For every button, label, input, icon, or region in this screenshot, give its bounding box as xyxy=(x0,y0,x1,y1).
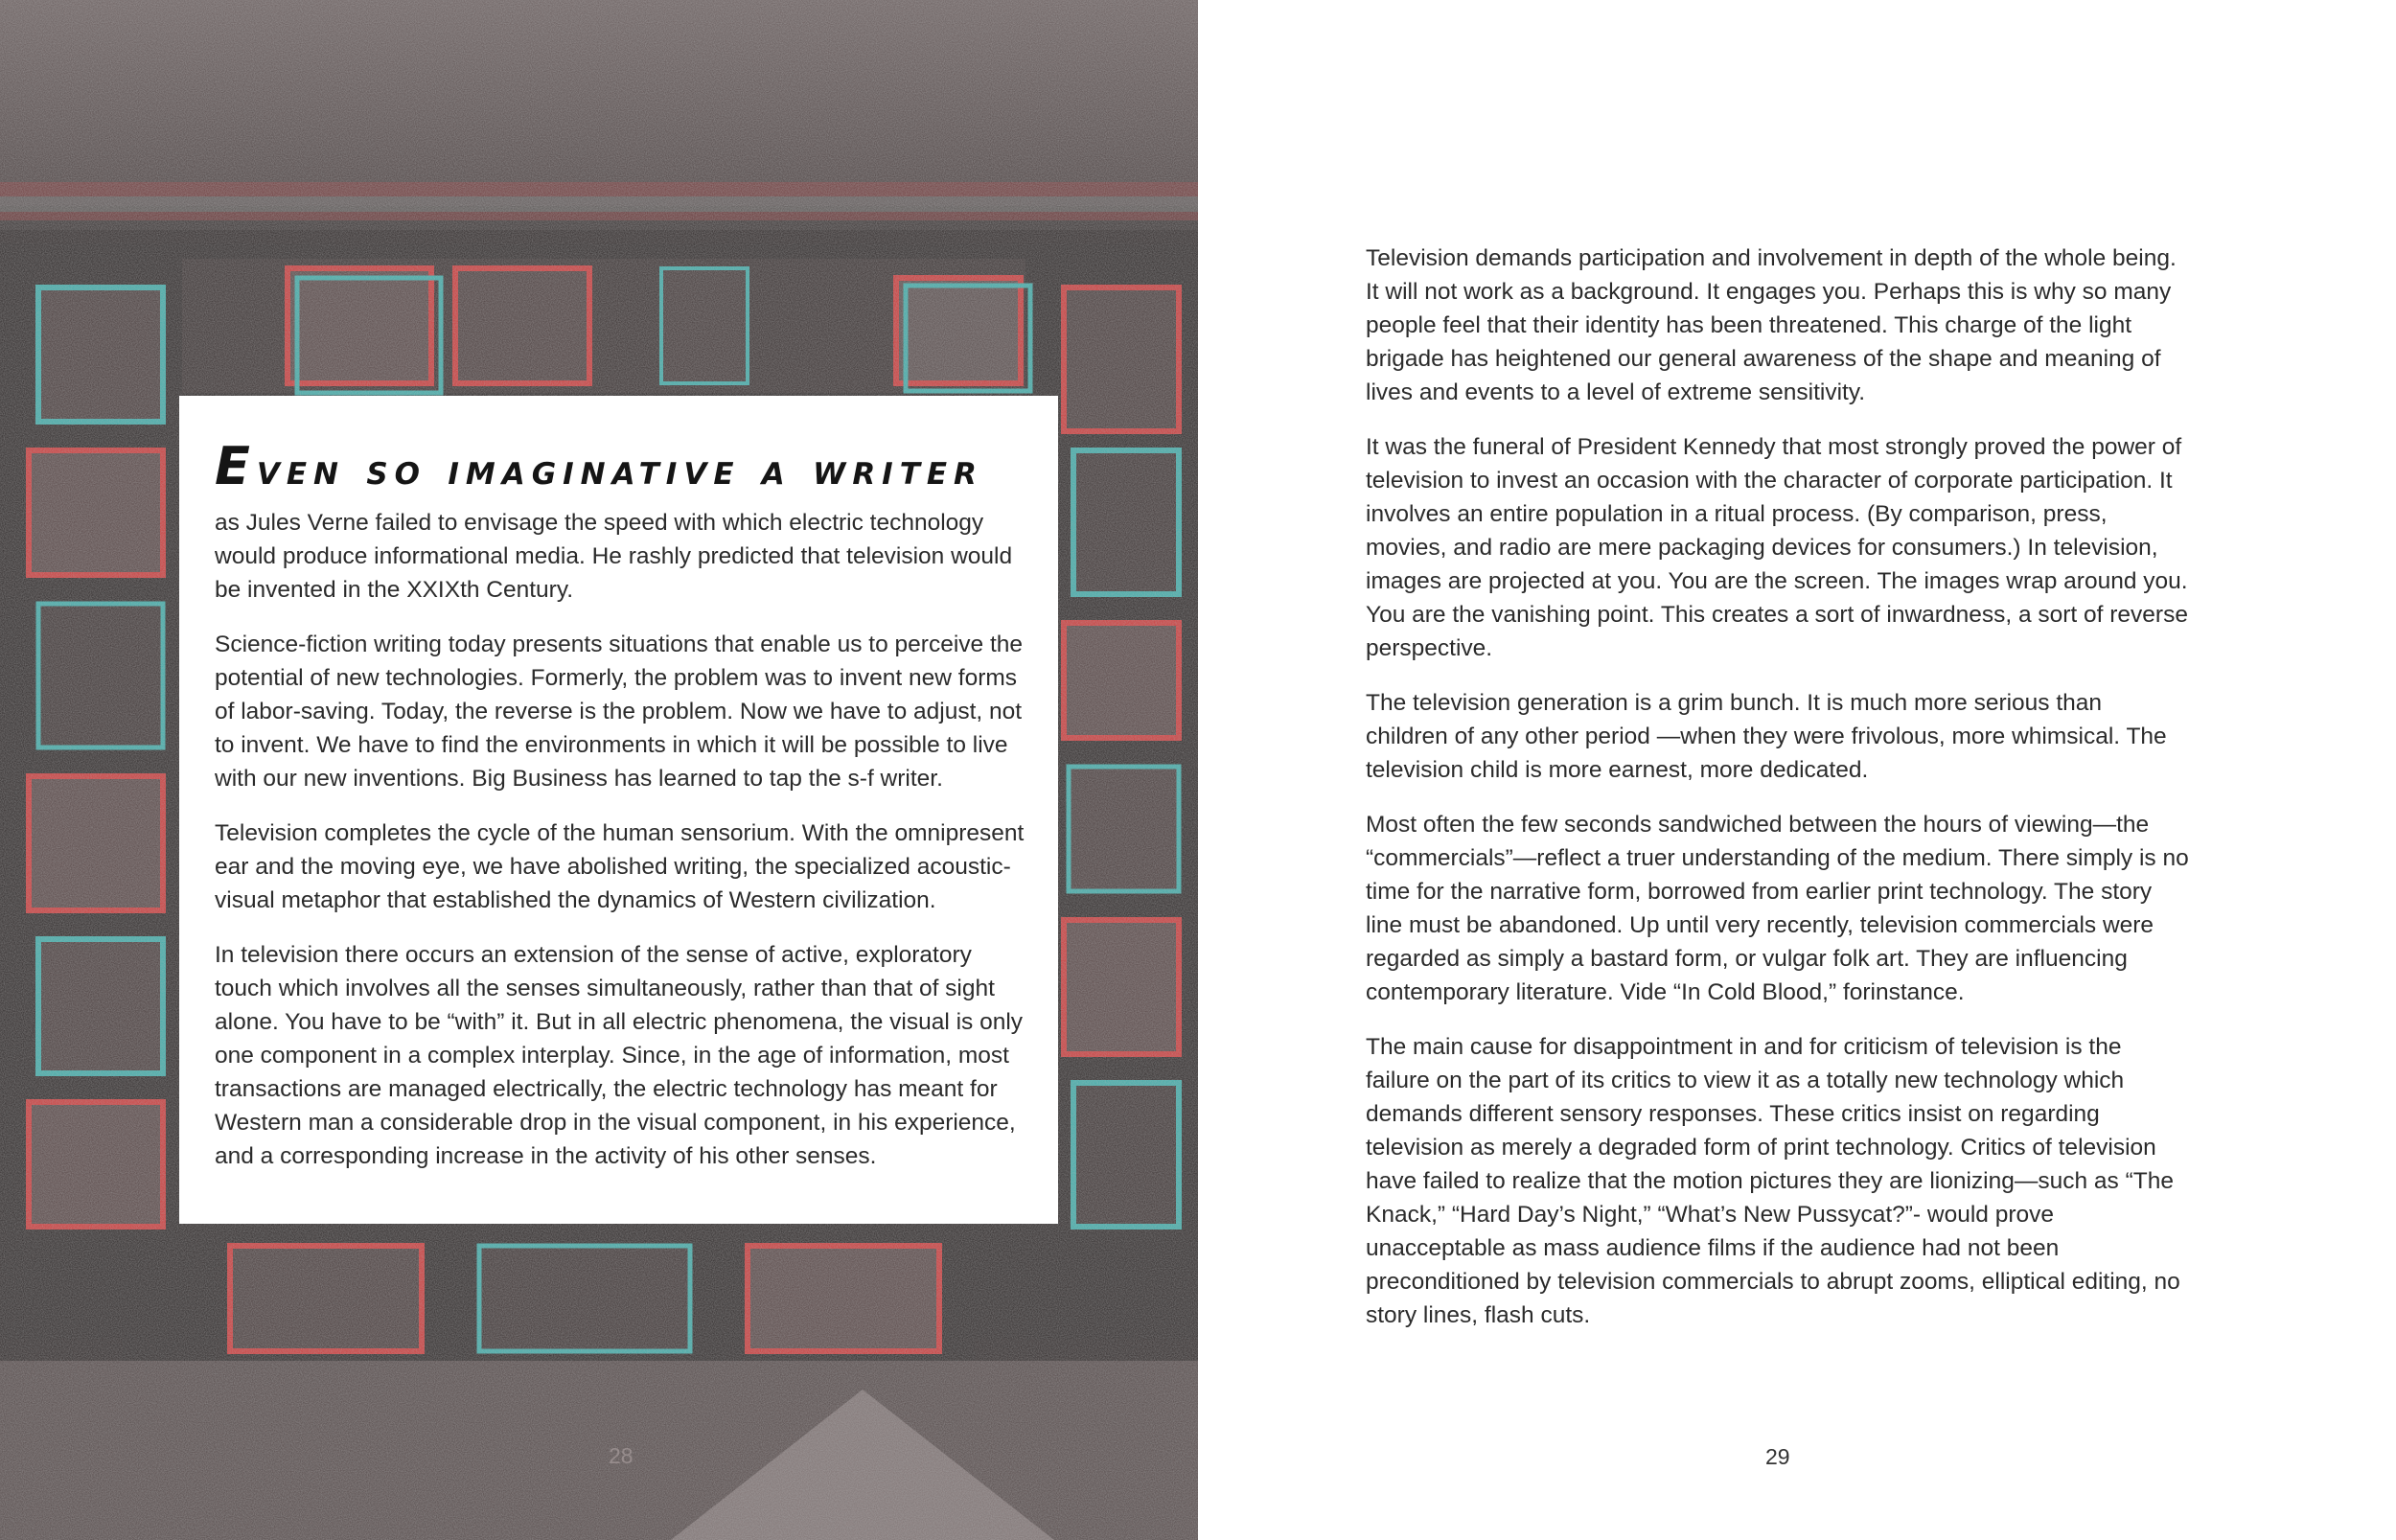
headline-text: ven so imaginative a writer xyxy=(256,446,983,494)
paragraph: In television there occurs an extension of the sense of active, exploratory touch which involves all the senses simultaneously, rather than that of sight alone. You have to be “with” it. But in all electric phenomena, the visual is only one component in a complex interplay. Since, in the age of information, most transactions are managed electrically, the electric technology has meant for Western man a considerable drop in the visual component, in his experience, and a corresponding increase in the activity of his other senses. xyxy=(215,942,1024,1169)
page-number-left: 28 xyxy=(609,1443,634,1468)
headline xyxy=(215,436,1048,496)
paragraph: The television generation is a grim bunch. It is much more serious than children of any other period —when they were frivolous, more whimsical. The television child is more earnest, more dedicated. xyxy=(1366,690,2167,783)
left-column xyxy=(215,506,1031,1194)
paragraph: Science-fiction writing today presents situations that enable us to perceive the potential of new technologies. Formerly, the problem was to invent new forms of labor-saving. Today, the reverse is the problem. Now we have to adjust, not to invent. We have to find the environments in which it will be possible to live with our new inventions. Big Business has learned to tap the s-f writer. xyxy=(215,632,1024,792)
paragraph: Television demands participation and involvement in depth of the whole being. It will not work as a background. It engages you. Perhaps this is why so many people feel that their identity has been threatened. This charge of the light brigade has heightened our general awareness of the shape and meaning of lives and events to a level of extreme sensitivity. xyxy=(1366,245,2177,405)
paragraph: as Jules Verne failed to envisage the speed with which electric technology would produce informational media. He rashly predicted that television would be invented in the XXIXth Century. xyxy=(215,510,1013,603)
right-column xyxy=(1366,241,2190,1353)
paragraph: The main cause for disappointment in and for criticism of television is the failure on the part of its critics to view it as a totally new technology which demands different sensory responses. These critics insist on regarding television as merely a degraded form of print technology. Critics of television have failed to realize that the motion pictures they are lionizing—such as “The Knack,” “Hard Day’s Night,” “What’s New Pussycat?”- would prove unacceptable as mass audience films if the audience had not been preconditioned by television commercials to abrupt zooms, elliptical editing, no story lines, flash cuts. xyxy=(1366,1034,2180,1328)
paragraph: It was the funeral of President Kennedy that most strongly proved the power of television to invest an occasion with the character of corporate participation. It involves an entire population in a ritual process. (By comparison, press, movies, and radio are mere packaging devices for consumers.) In television, images are projected at you. You are the screen. The images wrap around you. You are the vanishing point. This creates a sort of inwardness, a sort of reverse perspective. xyxy=(1366,434,2188,661)
headline-initial: E xyxy=(215,436,257,496)
page-number-right: 29 xyxy=(1765,1444,1790,1469)
paragraph: Most often the few seconds sandwiched between the hours of viewing—the “commercials”—reflect a truer understanding of the medium. There simply is no time for the narrative form, borrowed from earlier print technology. The story line must be abandoned. Up until very recently, television commercials were regarded as simply a bastard form, or vulgar folk art. They are influencing contemporary literature. Vide “In Cold Blood,” forinstance. xyxy=(1366,812,2189,1005)
paragraph: Television completes the cycle of the human sensorium. With the omnipresent ear and the moving eye, we have abolished writing, the specialized acoustic-visual metaphor that established the dynamics of Western civilization. xyxy=(215,820,1025,913)
